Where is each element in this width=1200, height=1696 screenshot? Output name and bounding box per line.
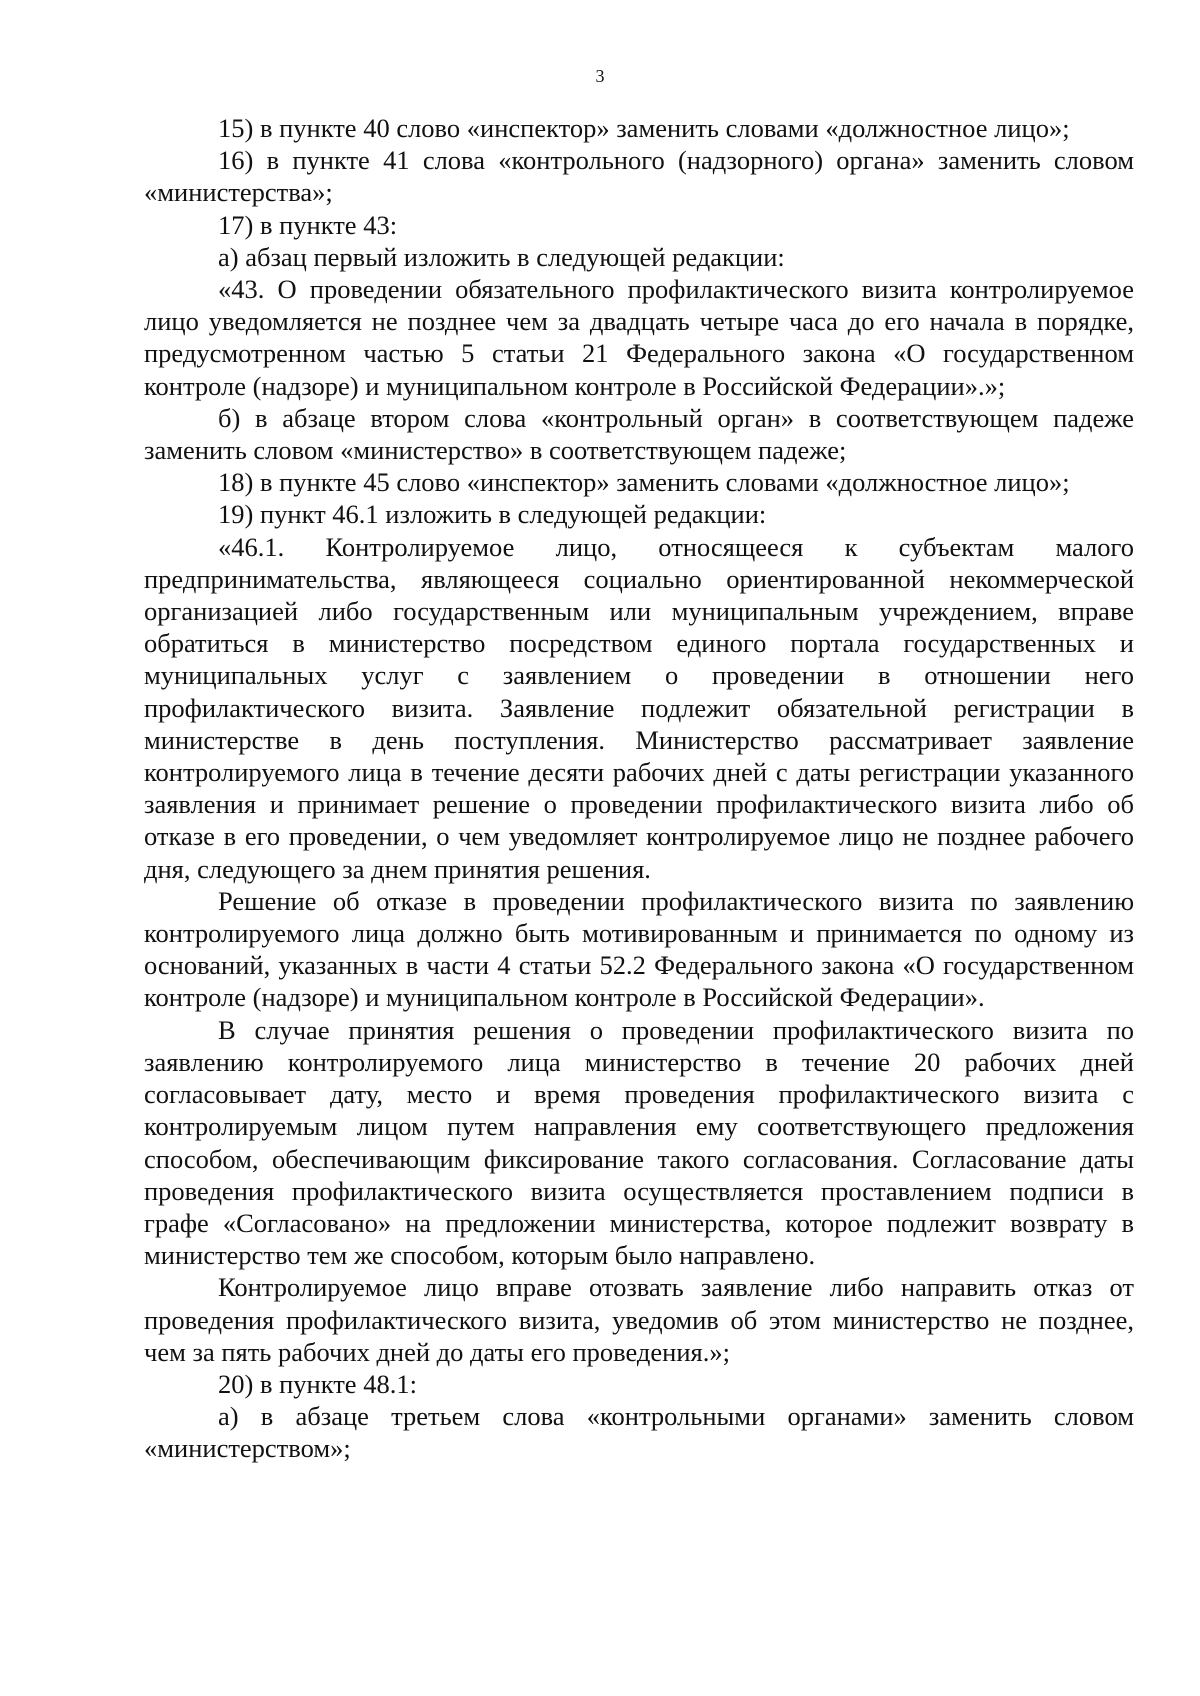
item-17-subitem-a: а) абзац первый изложить в следующей редакции: [218, 241, 785, 272]
item-15: 15) в пункте 40 слово «инспектор» заменить словами «должностное лицо»; [218, 113, 1070, 143]
clause-46-1-new-text: «46.1. Контролируемое лицо, относящееся к субъектам малого предпринимательства, являющееся социально ориентированной некоммерческой организацией либо государственным или муниципальным учреждением, вправе обратиться в министерство посредством единого портала государственных и муниципальных услуг с заявлением о проведении в отношении него профилактического визита. Заявление подлежит обязательной регистрации в министерстве в день поступления. Министерство рассматривает заявление контролируемого лица в течение десяти рабочих дней с даты регистрации указанного заявления и принимает решение о проведении профилактического визита либо об отказе в его проведении, о чем уведомляет контролируемое лицо не позднее рабочего дня, следующего за днем принятия решения. [144, 531, 1134, 884]
clause-43-new-text: «43. О проведении обязательного профилактического визита контролируемое лицо уведомляется не позднее чем за двадцать четыре часа до его начала в порядке, предусмотренном частью 5 статьи 21 Федерального закона «О государственном контроле (надзоре) и муниципальном контроле в Российской Федерации».»; [144, 274, 1134, 401]
item-19: 19) пункт 46.1 изложить в следующей редакции: [218, 499, 767, 530]
item-18: 18) в пункте 45 слово «инспектор» заменить словами «должностное лицо»; [218, 467, 1070, 498]
clause-46-1-agreement-paragraph: В случае принятия решения о проведении профилактического визита по заявлению контролируемого лица министерство в течение 20 рабочих дней согласовывает дату, место и время проведения профилактического визита с контролируемым лицом путем направления ему соответствующего предложения способом, обеспечивающим фиксирование такого согласования. Согласование даты проведения профилактического визита осуществляется проставлением подписи в графе «Согласовано» на предложении министерства, которое подлежит возврату в министерство тем же способом, которым было направлено. [144, 1014, 1134, 1271]
clause-46-1-withdrawal-paragraph: Контролируемое лицо вправе отозвать заявление либо направить отказ от проведения профилактического визита, уведомив об этом министерство не позднее, чем за пять рабочих дней до даты его проведения.»; [144, 1272, 1134, 1367]
document-body [144, 112, 1134, 1465]
item-17: 17) в пункте 43: [218, 209, 398, 240]
item-16: 16) в пункте 41 слова «контрольного (надзорного) органа» заменить словом «министерства»; [144, 145, 1134, 208]
item-20-subitem-a: а) в абзаце третьем слова «контрольными органами» заменить словом «министерством»; [144, 1401, 1134, 1464]
page-number: 3 [595, 66, 605, 86]
item-20: 20) в пункте 48.1: [218, 1368, 417, 1399]
clause-46-1-refusal-paragraph: Решение об отказе в проведении профилактического визита по заявлению контролируемого лица должно быть мотивированным и принимается по одному из оснований, указанных в части 4 статьи 52.2 Федерального закона «О государственном контроле (надзоре) и муниципальном контроле в Российской Федерации». [144, 885, 1134, 1013]
item-17-subitem-b: б) в абзаце втором слова «контрольный орган» в соответствующем падеже заменить словом «министерство» в соответствующем падеже; [144, 402, 1134, 466]
